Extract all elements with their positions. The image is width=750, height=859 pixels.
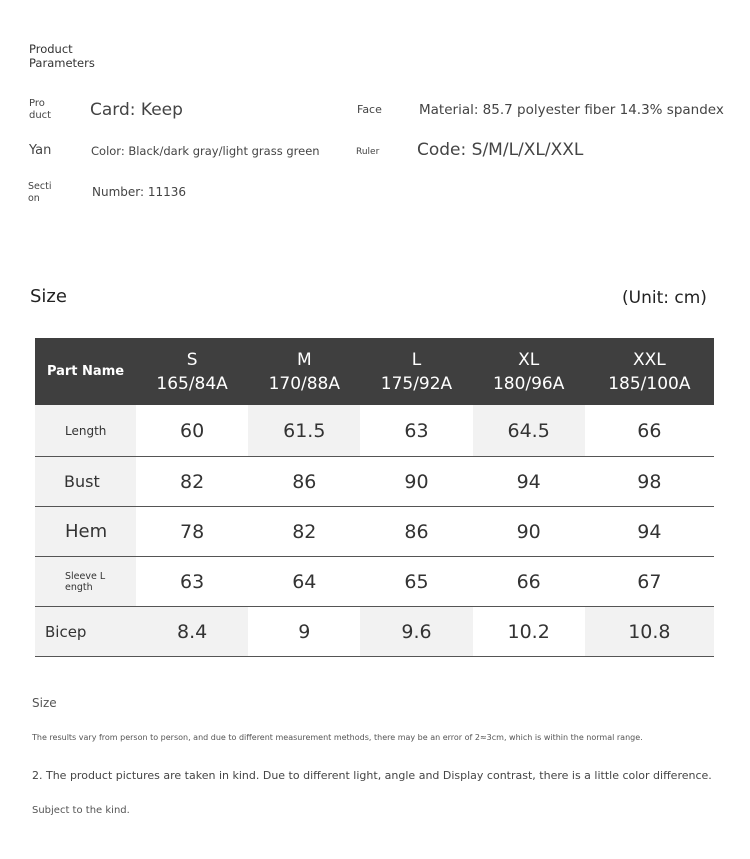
- size-letter: L: [411, 349, 422, 370]
- table-cell: 60: [136, 405, 248, 457]
- size-spec: 175/92A: [380, 373, 453, 394]
- table-row: [35, 457, 714, 507]
- param-value-code: Code: S/M/L/XL/XXL: [417, 140, 584, 160]
- note-measurement-error: The results vary from person to person, and due to different measurement methods, there may be an error of 2≈3cm, which is within the normal range.: [32, 733, 643, 742]
- size-spec: 170/88A: [268, 373, 340, 394]
- table-cell: 10.8: [585, 607, 714, 657]
- row-label-bust: Bust: [35, 457, 136, 507]
- param-value-material: Material: 85.7 polyester fiber 14.3% spandex: [419, 102, 724, 118]
- table-cell: 82: [248, 507, 360, 557]
- row-label-hem: Hem: [35, 507, 136, 557]
- row-label-sleeve-length: [35, 557, 136, 607]
- table-cell: 9.6: [360, 607, 472, 657]
- row-label-bicep: Bicep: [35, 607, 136, 657]
- table-row: [35, 607, 714, 657]
- row-label-text: Sleeve L ength: [65, 570, 106, 593]
- param-value-card: Card: Keep: [90, 100, 183, 120]
- row-label-length: Length: [35, 405, 136, 457]
- param-label-face: Face: [357, 103, 382, 116]
- table-header-row: [35, 338, 714, 405]
- header-size-m: [248, 338, 360, 405]
- table-row: [35, 507, 714, 557]
- table-cell: 86: [248, 457, 360, 507]
- size-letter: XL: [518, 349, 540, 370]
- table-cell: 61.5: [248, 405, 360, 457]
- size-spec: 180/96A: [492, 373, 565, 394]
- table-cell: 66: [585, 405, 714, 457]
- table-cell: 94: [473, 457, 585, 507]
- size-table: [35, 338, 714, 657]
- note-subject-to-kind: Subject to the kind.: [32, 805, 130, 816]
- table-cell: 10.2: [473, 607, 585, 657]
- header-size-xl: [473, 338, 585, 405]
- table-cell: 66: [473, 557, 585, 607]
- table-cell: 98: [585, 457, 714, 507]
- table-row: [35, 557, 714, 607]
- size-letter: S: [186, 349, 198, 370]
- note-size: Size: [32, 696, 57, 710]
- table-cell: 78: [136, 507, 248, 557]
- note-color-difference: 2. The product pictures are taken in kind. Due to different light, angle and Display contrast, there is a little color difference.: [32, 769, 712, 782]
- table-cell: 64: [248, 557, 360, 607]
- table-cell: 63: [136, 557, 248, 607]
- param-value-color: Color: Black/dark gray/light grass green: [91, 144, 320, 158]
- table-cell: 9: [248, 607, 360, 657]
- param-label-section: Secti on: [28, 181, 52, 204]
- size-spec: 185/100A: [608, 373, 691, 394]
- param-label-yan: Yan: [29, 143, 52, 158]
- table-cell: 63: [360, 405, 472, 457]
- size-letter: M: [296, 349, 312, 370]
- param-value-number: Number: 11136: [92, 185, 187, 199]
- table-cell: 82: [136, 457, 248, 507]
- header-part-name: Part Name: [35, 338, 136, 405]
- table-cell: 90: [360, 457, 472, 507]
- table-cell: 86: [360, 507, 472, 557]
- table-cell: 94: [585, 507, 714, 557]
- table-cell: 65: [360, 557, 472, 607]
- header-size-l: [360, 338, 472, 405]
- table-cell: 8.4: [136, 607, 248, 657]
- header-size-xxl: [585, 338, 714, 405]
- size-letter: XXL: [632, 349, 666, 370]
- param-label-ruler: Ruler: [356, 147, 380, 157]
- parameters-heading: Product Parameters: [29, 42, 95, 70]
- header-size-s: [136, 338, 248, 405]
- param-label-product: Pro duct: [29, 98, 52, 121]
- unit-label: (Unit: cm): [622, 288, 707, 308]
- table-cell: 67: [585, 557, 714, 607]
- table-row: [35, 405, 714, 457]
- table-cell: 90: [473, 507, 585, 557]
- table-cell: 64.5: [473, 405, 585, 457]
- size-spec: 165/84A: [156, 373, 228, 394]
- size-title: Size: [30, 286, 67, 307]
